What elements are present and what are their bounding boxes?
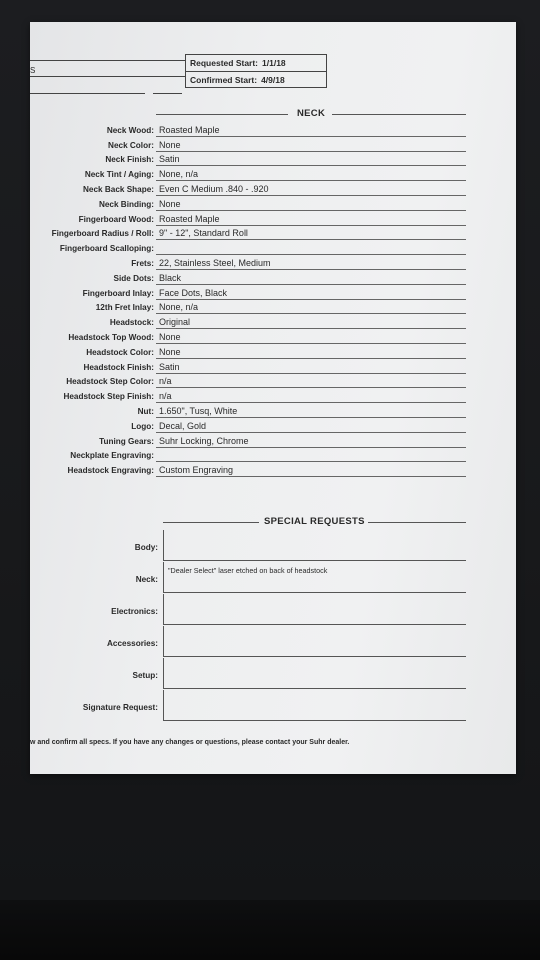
spec-row-headstock-step-finish xyxy=(30,388,516,403)
spec-value: Black xyxy=(159,272,182,283)
request-label: Electronics: xyxy=(111,607,158,616)
spec-value: None xyxy=(159,198,181,209)
spec-value: None xyxy=(159,346,181,357)
spec-row-fingerboard-inlay xyxy=(30,285,516,300)
request-value: "Dealer Select" laser etched on back of headstock xyxy=(168,566,328,575)
spec-value: n/a xyxy=(159,376,172,387)
spec-row-neck-back-shape xyxy=(30,181,516,196)
spec-value: None xyxy=(159,331,181,342)
spec-value: Suhr Locking, Chrome xyxy=(159,435,249,446)
request-label: Setup: xyxy=(132,671,158,680)
neck-title-rule-left xyxy=(156,114,288,115)
spec-value: None, n/a xyxy=(159,169,199,180)
spec-label: Neck Back Shape: xyxy=(83,184,154,194)
header-left-fragment: S xyxy=(30,66,36,75)
spec-label: Headstock Step Color: xyxy=(66,377,154,387)
spec-row-neck-color xyxy=(30,137,516,152)
request-row-signature-request xyxy=(30,690,516,721)
spec-row-neckplate-engraving xyxy=(30,448,516,463)
spec-value: Even C Medium .840 - .920 xyxy=(159,183,269,194)
spec-label: Neckplate Engraving: xyxy=(70,451,154,461)
spec-label: Logo: xyxy=(131,421,154,431)
request-row-electronics xyxy=(30,594,516,625)
spec-row-fingerboard-scalloping xyxy=(30,240,516,255)
start-dates-box xyxy=(185,54,327,88)
spec-row-headstock-finish xyxy=(30,359,516,374)
spec-underline xyxy=(156,476,466,477)
special-requests-title: SPECIAL REQUESTS xyxy=(264,516,365,527)
spec-value: Satin xyxy=(159,361,180,372)
spec-label: Neck Binding: xyxy=(98,199,154,209)
spec-value: Satin xyxy=(159,154,180,165)
request-entry-box xyxy=(163,562,466,593)
spec-row-fingerboard-radius-roll xyxy=(30,226,516,241)
spec-row-side-dots xyxy=(30,270,516,285)
spec-label: Headstock Color: xyxy=(86,347,154,357)
spec-label: Neck Tint / Aging: xyxy=(84,170,154,180)
spec-row-nut xyxy=(30,403,516,418)
spec-label: Frets: xyxy=(131,258,154,268)
spec-value: Original xyxy=(159,317,191,328)
desk-edge xyxy=(0,900,540,960)
spec-label: Headstock Step Finish: xyxy=(63,392,154,402)
spec-value: 22, Stainless Steel, Medium xyxy=(159,257,271,268)
spec-label: Headstock: xyxy=(109,318,154,328)
header-rule xyxy=(30,60,185,61)
request-row-neck xyxy=(30,562,516,593)
spec-row-headstock-top-wood xyxy=(30,329,516,344)
spec-value: n/a xyxy=(159,391,172,402)
header-rule xyxy=(30,76,185,77)
spec-row-tuning-gears xyxy=(30,433,516,448)
requested-start-row xyxy=(186,55,326,71)
spec-row-headstock xyxy=(30,314,516,329)
spec-row-12th-fret-inlay xyxy=(30,300,516,315)
request-entry-box xyxy=(163,530,466,561)
footer-note: w and confirm all specs. If you have any changes or questions, please contact your Suhr dealer. xyxy=(30,739,350,746)
spec-row-headstock-step-color xyxy=(30,374,516,389)
spec-value: Face Dots, Black xyxy=(159,287,228,298)
request-row-setup xyxy=(30,658,516,689)
request-row-accessories xyxy=(30,626,516,657)
spec-row-neck-binding xyxy=(30,196,516,211)
request-entry-box xyxy=(163,658,466,689)
spec-label: Neck Finish: xyxy=(105,155,154,165)
spec-row-headstock-color xyxy=(30,344,516,359)
spec-sheet-paper xyxy=(30,22,516,774)
header-rule xyxy=(153,93,182,94)
request-entry-box xyxy=(163,626,466,657)
spec-label: Side Dots: xyxy=(113,273,154,283)
spec-row-frets xyxy=(30,255,516,270)
spec-label: Neck Wood: xyxy=(106,125,154,135)
spec-row-fingerboard-wood xyxy=(30,211,516,226)
spec-value: Roasted Maple xyxy=(159,124,220,135)
request-entry-box xyxy=(163,594,466,625)
confirmed-start-label: Confirmed Start: xyxy=(190,75,258,85)
spec-label: Fingerboard Scalloping: xyxy=(59,244,154,254)
confirmed-start-row xyxy=(186,71,326,88)
spec-label: Nut: xyxy=(137,406,154,416)
spec-row-neck-tint-aging xyxy=(30,166,516,181)
spec-label: 12th Fret Inlay: xyxy=(95,303,154,313)
request-row-body xyxy=(30,530,516,561)
request-label: Accessories: xyxy=(107,639,158,648)
request-label: Body: xyxy=(134,543,158,552)
request-label: Neck: xyxy=(135,575,158,584)
spec-value: Custom Engraving xyxy=(159,465,234,476)
spec-label: Neck Color: xyxy=(108,140,154,150)
spec-value: 1.650", Tusq, White xyxy=(159,405,238,416)
special-title-rule-right xyxy=(368,522,466,523)
spec-row-headstock-engraving xyxy=(30,462,516,477)
spec-value: None, n/a xyxy=(159,302,199,313)
spec-label: Fingerboard Radius / Roll: xyxy=(51,229,154,239)
spec-label: Headstock Top Wood: xyxy=(68,332,154,342)
spec-value: None xyxy=(159,139,181,150)
spec-row-neck-wood xyxy=(30,122,516,137)
special-title-rule-left xyxy=(163,522,259,523)
spec-value: Decal, Gold xyxy=(159,420,207,431)
spec-label: Tuning Gears: xyxy=(99,436,154,446)
request-label: Signature Request: xyxy=(82,703,158,712)
spec-label: Headstock Finish: xyxy=(83,362,154,372)
confirmed-start-value: 4/9/18 xyxy=(261,75,285,85)
requested-start-label: Requested Start: xyxy=(190,58,259,68)
neck-section-title: NECK xyxy=(297,108,326,119)
requested-start-value: 1/1/18 xyxy=(262,58,286,68)
spec-label: Headstock Engraving: xyxy=(67,466,154,476)
spec-row-neck-finish xyxy=(30,152,516,167)
spec-label: Fingerboard Wood: xyxy=(78,214,154,224)
request-entry-box xyxy=(163,690,466,721)
spec-value: 9" - 12", Standard Roll xyxy=(159,228,248,239)
spec-value: Roasted Maple xyxy=(159,213,220,224)
spec-row-logo xyxy=(30,418,516,433)
header-rule xyxy=(30,93,145,94)
spec-label: Fingerboard Inlay: xyxy=(82,288,154,298)
neck-title-rule-right xyxy=(332,114,466,115)
